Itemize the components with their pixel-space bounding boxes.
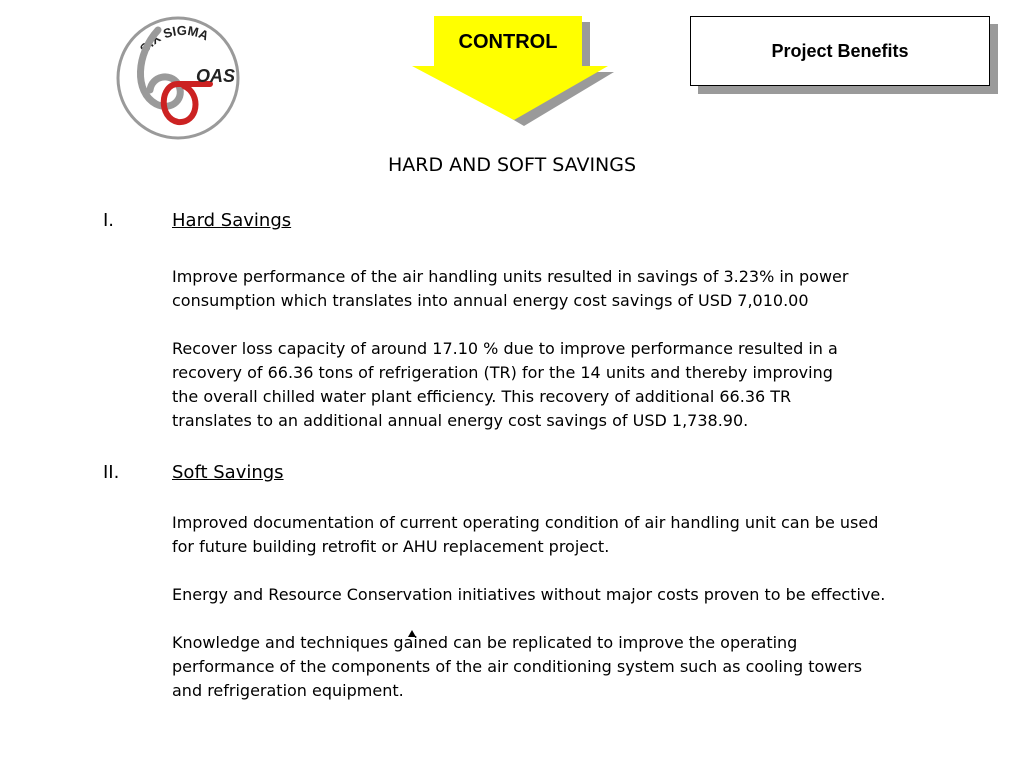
paragraph-line: Knowledge and techniques gained can be replicated to improve the operating	[172, 633, 798, 652]
six-sigma-logo	[112, 14, 244, 142]
project-benefits-title: Project Benefits	[771, 40, 909, 61]
logo-top-text: SIX SIGMA	[136, 22, 212, 56]
paragraph-line: consumption which translates into annual energy cost savings of USD 7,010.00	[172, 291, 809, 310]
page-title: HARD AND SOFT SAVINGS	[387, 154, 637, 176]
paragraph-line: Energy and Resource Conservation initiatives without major costs proven to be effective.	[172, 585, 886, 604]
paragraph-soft-3	[172, 631, 992, 703]
paragraph-line: recovery of 66.36 tons of refrigeration (TR) for the 14 units and thereby improving	[172, 363, 833, 382]
paragraph-line: Improved documentation of current operating condition of air handling unit can be used	[172, 513, 879, 532]
paragraph-line: Improve performance of the air handling units resulted in savings of 3.23% in power	[172, 267, 849, 286]
paragraph-soft-2	[172, 583, 992, 607]
paragraph-line: the overall chilled water plant efficiency. This recovery of additional 66.36 TR	[172, 387, 792, 406]
paragraph-line: translates to an additional annual energy cost savings of USD 1,738.90.	[172, 411, 749, 430]
paragraph-line: for future building retrofit or AHU replacement project.	[172, 537, 610, 556]
section-number-hard: I.	[103, 210, 115, 231]
paragraph-soft-1	[172, 511, 992, 559]
section-number-soft: II.	[103, 462, 120, 483]
section-title-hard: Hard Savings	[172, 210, 292, 231]
paragraph-hard-1	[172, 265, 992, 313]
logo-brand-text: OAS	[196, 66, 236, 86]
project-benefits-box	[690, 16, 990, 86]
section-title-soft: Soft Savings	[172, 462, 284, 483]
paragraph-line: and refrigeration equipment.	[172, 681, 404, 700]
paragraph-hard-2	[172, 337, 992, 433]
mouse-cursor-icon	[408, 630, 416, 637]
paragraph-line: Recover loss capacity of around 17.10 % due to improve performance resulted in a	[172, 339, 838, 358]
paragraph-line: performance of the components of the air conditioning system such as cooling towers	[172, 657, 863, 676]
control-phase-label: CONTROL	[458, 31, 558, 53]
